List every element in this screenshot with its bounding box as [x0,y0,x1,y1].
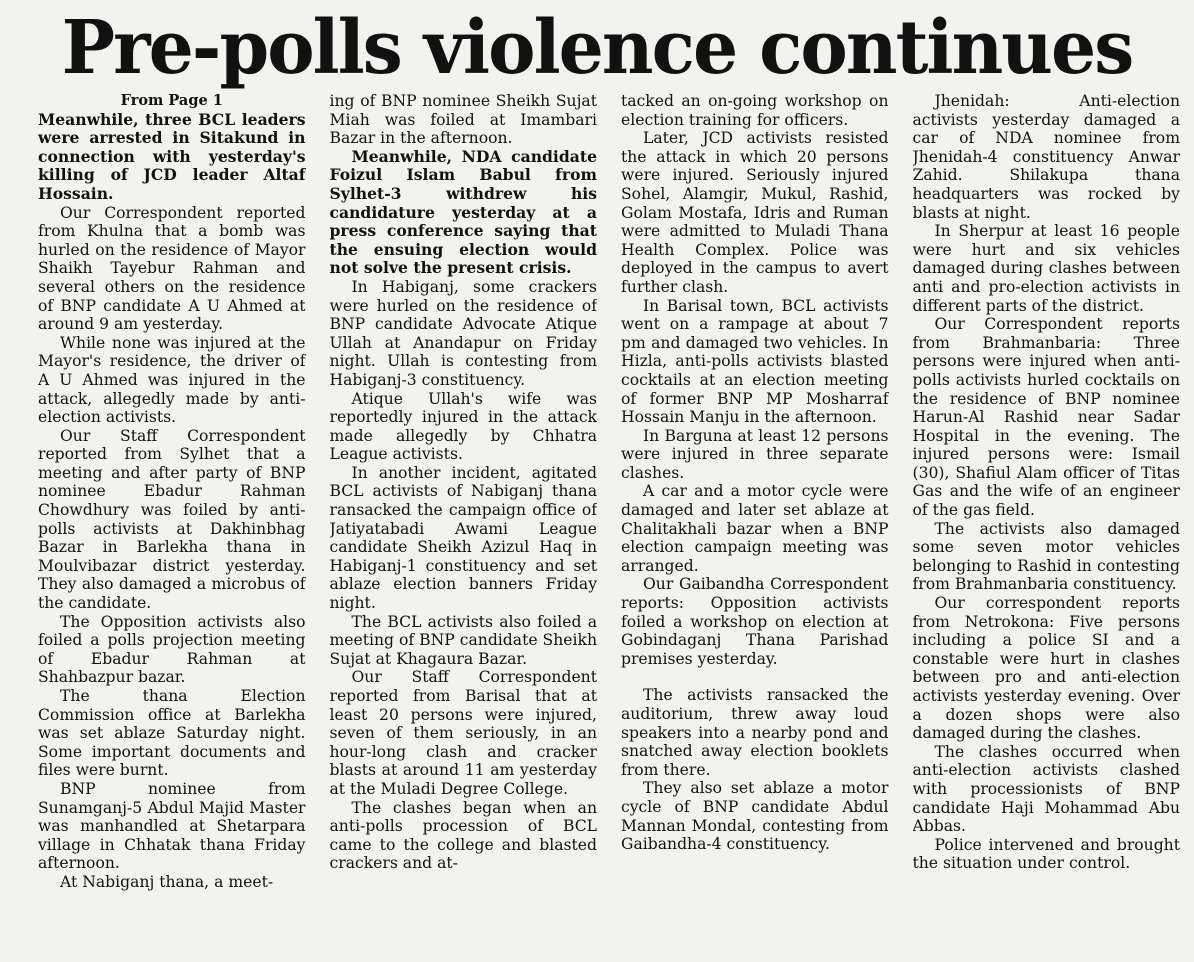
paragraph: In another incident, agitated BCL activists of Nabiganj thana ransacked the campaign office of Jatiyatabadi Awami League candidate Sheikh Azizul Haq in Habiganj-1 constituency and set ablaze election banners Friday night. [329,463,597,613]
article-columns [38,92,1180,956]
paragraph: The thana Election Commission office at Barlekha was set ablaze Saturday night. Some important documents and files were burnt. [38,687,306,780]
article-column-1 [38,92,306,956]
paragraph: A car and a motor cycle were damaged and later set ablaze at Chalitakhali bazar when a BNP election campaign meeting was arranged. [621,482,889,575]
paragraph: Our Gaibandha Correspondent reports: Opposition activists foiled a workshop on election at Gobindaganj Thana Parishad premises yesterday. [621,575,889,668]
paragraph: In Barisal town, BCL activists went on a rampage at about 7 pm and damaged two vehicles. In Hizla, anti-polls activists blasted cocktails at an election meeting of former BNP MP Mosharraf Hossain Manju in the afternoon. [621,296,889,427]
paragraph: In Sherpur at least 16 people were hurt and six vehicles damaged during clashes between anti and pro-election activists in different parts of the district. [912,222,1180,315]
paragraph: The clashes occurred when anti-election activists clashed with processionists of BNP candidate Haji Mohammad Abu Abbas. [912,742,1180,836]
paragraph: The BCL activists also foiled a meeting of BNP candidate Sheikh Sujat at Khagaura Bazar. [329,612,597,668]
paragraph: At Nabiganj thana, a meet- [60,872,274,891]
paragraph: Our Staff Correspondent reported from Sylhet that a meeting and after party of BNP nominee Ebadur Rahman Chowdhury was foiled by anti-polls activists at Dakhinbhag Bazar in Barlekha thana in Moulvibazar district yesterday. They also damaged a microbus of the candidate. [38,426,306,613]
paragraph: Meanwhile, NDA candidate Foizul Islam Babul from Sylhet-3 withdrew his candidature yesterday at a press conference saying that the ensuing election would not solve the present crisis. [329,146,597,278]
paragraph: The clashes began when an anti-polls procession of BCL came to the college and blasted crackers and at- [329,798,597,873]
jump-line: From Page 1 [120,92,223,109]
paragraph: In Barguna at least 12 persons were injured in three separate clashes. [621,426,889,482]
article-column-3 [621,92,889,956]
paragraph: BNP nominee from Sunamganj-5 Abdul Majid Master was manhandled at Shetarpara village in Chhatak thana Friday afternoon. [38,779,306,873]
paragraph: The activists ransacked the auditorium, threw away loud speakers into a nearby pond and snatched away election booklets from there. [621,686,889,779]
paragraph: tacked an on-going workshop on election training for officers. [621,92,889,129]
paragraph: Our correspondent reports from Netrokona: Five persons including a police SI and a constable were hurt in clashes between pro and anti-election activists yesterday evening. Over a dozen shops were also damaged during the clashes. [912,594,1180,743]
paragraph: Atique Ullah's wife was reportedly injured in the attack made allegedly by Chhatra League activists. [329,389,597,464]
paragraph: While none was injured at the Mayor's residence, the driver of A U Ahmed was injured in the attack, allegedly made by anti-election activists. [38,333,306,427]
paragraph: ing of BNP nominee Sheikh Sujat Miah was foiled at Imambari Bazar in the afternoon. [329,92,597,148]
paragraph: In Habiganj, some crackers were hurled on the residence of BNP candidate Advocate Atique Ullah at Anandapur on Friday night. Ullah is contesting from Habiganj-3 constituency. [329,277,597,389]
headline: Pre-polls violence continues [61,5,1133,91]
article-column-4 [913,92,1181,956]
paragraph: Our Correspondent reported from Khulna that a bomb was hurled on the residence of Mayor Shaikh Tayebur Rahman and several others on the residence of BNP candidate A U Ahmed at around 9 am yesterday. [38,203,306,334]
paragraph: They also set ablaze a motor cycle of BNP candidate Abdul Mannan Mondal, contesting from Gaibandha-4 constituency. [621,779,889,854]
paragraph: Jhenidah: Anti-election activists yesterday damaged a car of NDA nominee from Jhenidah-4 constituency Anwar Zahid. Shilakupa thana headquarters was rocked by blasts at night. [912,92,1180,222]
article-column-2 [330,92,598,956]
paragraph: Meanwhile, three BCL leaders were arrested in Sitakund in connection with yesterday's killing of JCD leader Altaf Hossain. [38,109,306,203]
paragraph: Police intervened and brought the situation under control. [912,835,1180,873]
paragraph: Our Correspondent reports from Brahmanbaria: Three persons were injured when anti-polls activists hurled cocktails on the residence of BNP nominee Harun-Al Rashid near Sadar Hospital in the evening. The injured persons were: Ismail (30), Shafiul Alam officer of Titas Gas and the wife of an engineer of the gas field. [912,315,1180,520]
paragraph: The Opposition activists also foiled a polls projection meeting of Ebadur Rahman at Shahbazpur bazar. [38,612,306,687]
paragraph: Our Staff Correspondent reported from Barisal that at least 20 persons were injured, seven of them seriously, in an hour-long clash and cracker blasts at around 11 am yesterday at the Muladi Degree College. [329,668,597,798]
paragraph: The activists also damaged some seven motor vehicles belonging to Rashid in contesting from Brahmanbaria constituency. [912,519,1180,594]
paragraph: Later, JCD activists resisted the attack in which 20 persons were injured. Seriously injured Sohel, Alamgir, Mukul, Rashid, Golam Mostafa, Idris and Ruman were admitted to Muladi Thana Health Complex. Police was deployed in the campus to avert further clash. [621,129,889,296]
